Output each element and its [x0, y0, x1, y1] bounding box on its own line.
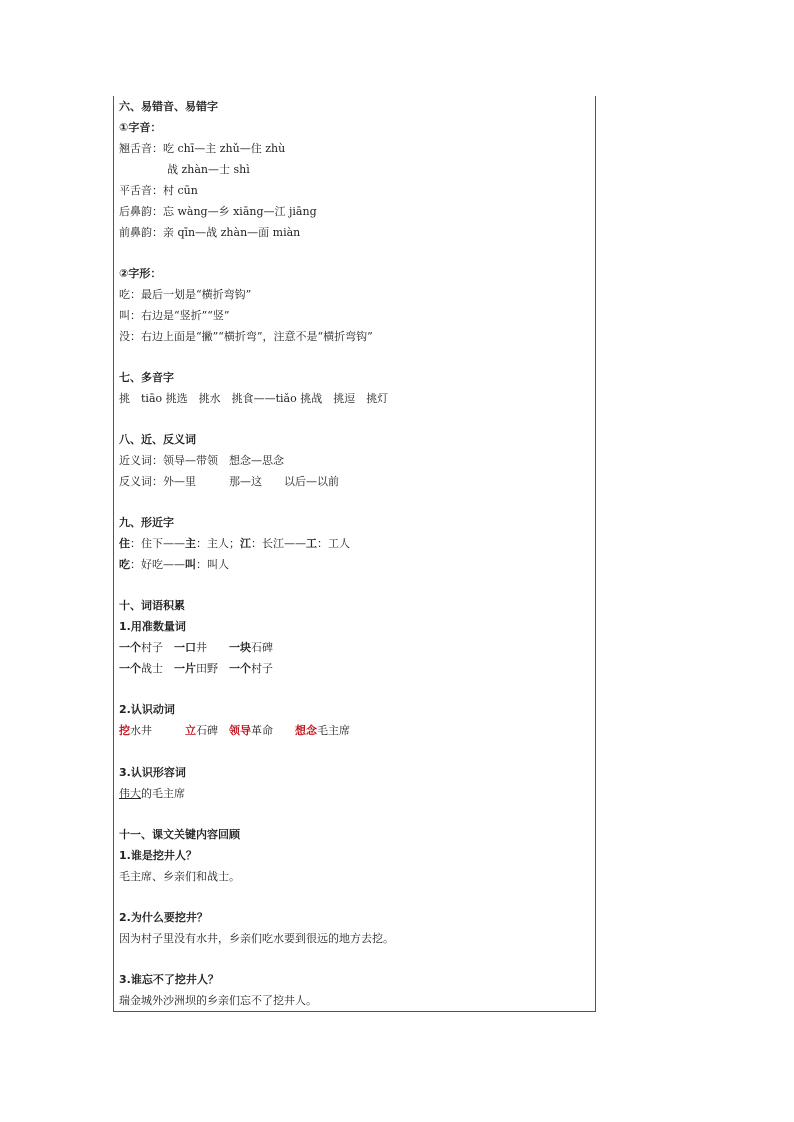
measure-words-line-1: 一个村子 一口井 一块石碑 — [119, 641, 273, 654]
answer-1: 毛主席、乡亲们和战士。 — [119, 870, 240, 883]
glyph-note-chi: 吃：最后一划是“横折弯钩” — [119, 288, 252, 301]
adjectives-subheading: 3.认识形容词 — [119, 766, 186, 779]
measure-words-line-2: 一个战士 一片田野 一个村子 — [119, 662, 273, 675]
glyph-form-subheading: ②字形： — [119, 267, 162, 280]
verbs-line: 挖水井 立石碑 领导革命 想念毛主席 — [119, 724, 350, 737]
answer-3: 瑞金城外沙洲坝的乡亲们忘不了挖井人。 — [119, 994, 317, 1007]
section-nine-heading: 九、形近字 — [119, 516, 174, 529]
antonyms-line: 反义词：外—里 那—这 以后—以前 — [119, 475, 339, 488]
section-eleven-heading: 十一、课文关键内容回顾 — [119, 828, 240, 841]
section-eight-heading: 八、近、反义词 — [119, 433, 196, 446]
measure-words-subheading: 1.用准数量词 — [119, 620, 186, 633]
retroflex-line-2: 战 zhàn—士 shì — [167, 163, 250, 176]
verbs-subheading: 2.认识动词 — [119, 703, 175, 716]
polyphone-line: 挑 tiāo 挑选 挑水 挑食——tiǎo 挑战 挑逗 挑灯 — [119, 392, 389, 405]
question-3: 3.谁忘不了挖井人？ — [119, 973, 219, 986]
section-ten-heading: 十、词语积累 — [119, 599, 185, 612]
front-nasal-line: 前鼻韵：亲 qīn—战 zhàn—面 miàn — [119, 226, 301, 239]
section-six-heading: 六、易错音、易错字 — [119, 100, 218, 113]
question-2: 2.为什么要挖井？ — [119, 911, 208, 924]
adjectives-line: 伟大的毛主席 — [119, 787, 185, 800]
similar-chars-line-1: 住：住下——主：主人；江：长江——工：工人 — [119, 537, 350, 550]
section-seven-heading: 七、多音字 — [119, 371, 174, 384]
glyph-note-jiao: 叫：右边是“竖折”“竖” — [119, 309, 230, 322]
question-1: 1.谁是挖井人？ — [119, 849, 197, 862]
pronunciation-subheading: ①字音： — [119, 121, 162, 134]
back-nasal-line: 后鼻韵：忘 wàng—乡 xiāng—江 jiāng — [119, 205, 317, 218]
answer-2: 因为村子里没有水井，乡亲们吃水要到很远的地方去挖。 — [119, 932, 394, 945]
similar-chars-line-2: 吃：好吃——叫：叫人 — [119, 558, 229, 571]
synonyms-line: 近义词：领导—带领 想念—思念 — [119, 454, 284, 467]
flat-tongue-line: 平舌音：村 cūn — [119, 184, 198, 197]
retroflex-line: 翘舌音：吃 chī—主 zhǔ—住 zhù — [119, 142, 286, 155]
glyph-note-mei: 没：右边上面是“撇”“横折弯”，注意不是“横折弯钩” — [119, 330, 373, 343]
